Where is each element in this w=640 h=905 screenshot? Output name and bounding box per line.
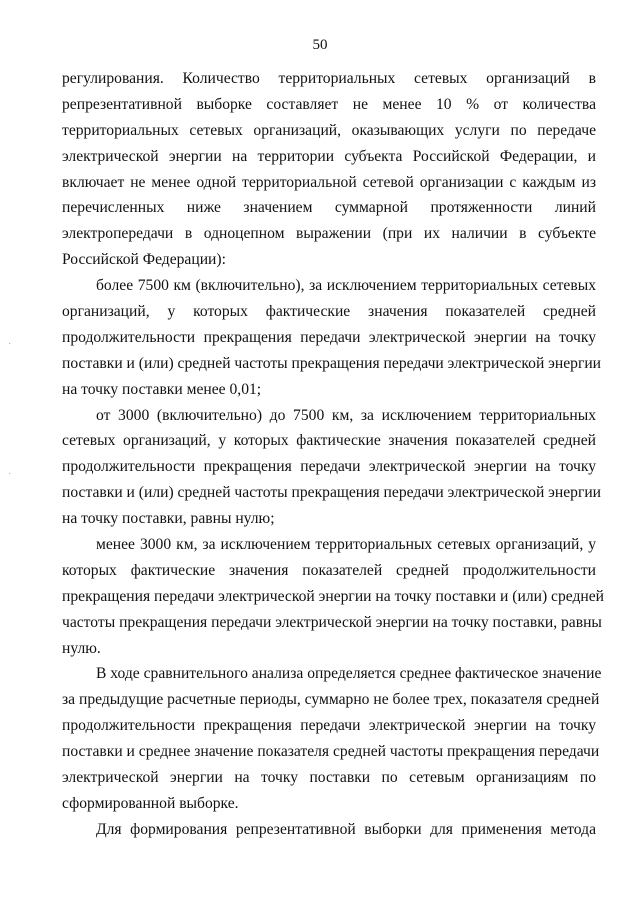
paragraph (62, 532, 605, 661)
text-line: продолжительности прекращения передачи электрической энергии на точку (62, 717, 596, 735)
text-line: нулю. (62, 639, 101, 657)
text-line: более 7500 км (включительно), за исключением территориальных сетевых (96, 277, 596, 295)
paragraph (62, 661, 602, 816)
paragraph (62, 273, 602, 402)
text-line: продолжительности прекращения передачи электрической энергии на точку (62, 328, 596, 346)
text-line: организаций, у которых фактические значения показателей средней (62, 303, 596, 321)
text-line: прекращения передачи электрической энергии на точку поставки и (или) средней (62, 587, 605, 605)
text-line: репрезентативной выборке составляет не менее 10 % от количества (62, 95, 596, 113)
text-line: электропередачи в одноцепном выражении (при их наличии в субъекте (62, 225, 596, 243)
text-line: частоты прекращения передачи электрической энергии на точку поставки, равны (62, 613, 602, 631)
text-line: регулирования. Количество территориальных сетевых организаций в (62, 70, 596, 87)
paragraph (62, 66, 596, 273)
text-line: В ходе сравнительного анализа определяется среднее фактическое значение (96, 665, 602, 683)
text-line: Для формирования репрезентативной выборки для применения метода (96, 820, 596, 838)
text-line: которых фактические значения показателей средней продолжительности (62, 561, 596, 579)
text-line: менее 3000 км, за исключением территориальных сетевых организаций, у (96, 536, 596, 554)
text-line: перечисленных ниже значением суммарной протяженности линий (62, 199, 596, 217)
text-line: на точку поставки менее 0,01; (62, 380, 262, 398)
page-number: 50 (312, 37, 328, 53)
text-line: поставки и среднее значение показателя средней частоты прекращения передачи (62, 743, 600, 761)
scan-speck: · (8, 339, 12, 350)
text-line: Российской Федерации): (62, 251, 226, 269)
text-line: территориальных сетевых организаций, оказывающих услуги по передаче (62, 121, 596, 139)
text-line: сформированной выборке. (62, 794, 239, 812)
text-line: включает не менее одной территориальной сетевой организации с каждым из (62, 173, 596, 191)
text-line: сетевых организаций, у которых фактические значения показателей средней (62, 432, 596, 450)
text-line: продолжительности прекращения передачи электрической энергии на точку (62, 458, 596, 476)
text-line: поставки и (или) средней частоты прекращения передачи электрической энергии (62, 354, 602, 372)
text-line: за предыдущие расчетные периоды, суммарно не более трех, показателя средней (62, 691, 600, 709)
paragraph (62, 817, 596, 843)
scan-speck: · (8, 469, 12, 480)
text-line: поставки и (или) средней частоты прекращения передачи электрической энергии (62, 484, 602, 502)
text-line: на точку поставки, равны нулю; (62, 510, 275, 528)
text-line: от 3000 (включительно) до 7500 км, за исключением территориальных (96, 406, 596, 424)
text-line: электрической энергии на территории субъекта Российской Федерации, и (62, 147, 596, 165)
text-line: электрической энергии на точку поставки по сетевым организациям по (62, 769, 596, 787)
body-text (62, 66, 605, 843)
paragraph (62, 403, 602, 532)
